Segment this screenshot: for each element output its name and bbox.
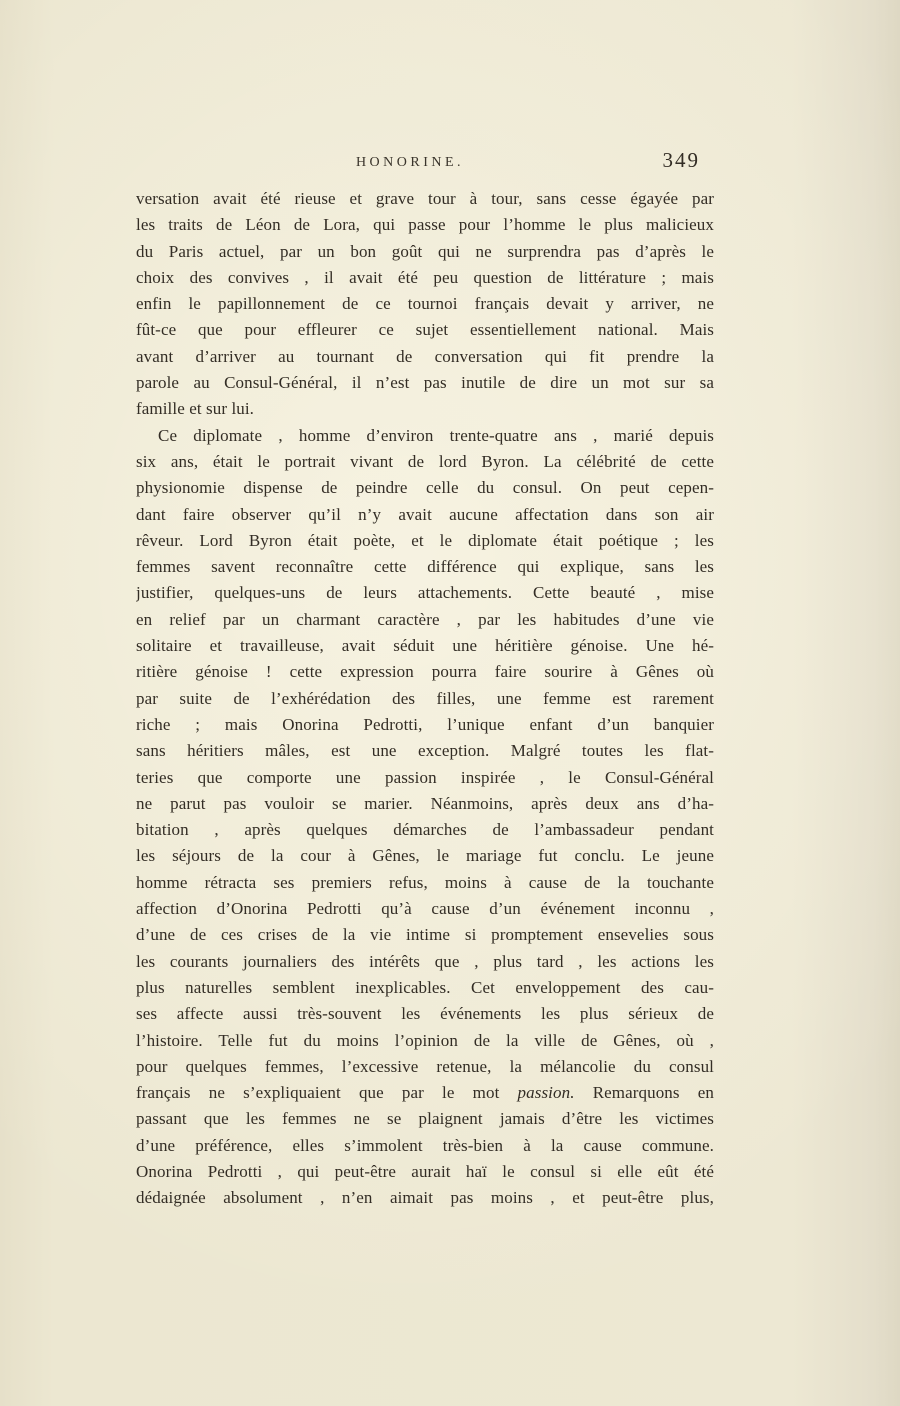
text-line: pour quelques femmes, l’excessive retenue, la mélancolie du consul: [136, 1056, 714, 1076]
text-line: dédaignée absolument , n’en aimait pas moins , et peut-être plus,: [136, 1188, 714, 1208]
text-line: d’une préférence, elles s’immolent très-bien à la cause commune.: [136, 1135, 714, 1155]
text-line: sans héritiers mâles, est une exception. Malgré toutes les flat-: [136, 741, 714, 761]
text-line: Ce diplomate , homme d’environ trente-quatre ans , marié depuis: [158, 425, 714, 445]
text-line: solitaire et travailleuse, avait séduit une héritière génoise. Une hé-: [136, 636, 714, 656]
text-line: rêveur. Lord Byron était poète, et le diplomate était poétique ; les: [136, 530, 714, 550]
text-line: les séjours de la cour à Gênes, le mariage fut conclu. Le jeune: [136, 846, 714, 866]
text-line: Onorina Pedrotti , qui peut-être aurait haï le consul si elle eût été: [136, 1161, 714, 1181]
text-line: les courants journaliers des intérêts que , plus tard , les actions les: [136, 951, 714, 971]
text-line: d’une de ces crises de la vie intime si promptement ensevelies sous: [136, 925, 714, 945]
text-line: l’histoire. Telle fut du moins l’opinion de la ville de Gênes, où ,: [136, 1030, 714, 1050]
text-line: affection d’Onorina Pedrotti qu’à cause d’un événement inconnu ,: [136, 899, 714, 919]
text-line: justifier, quelques-uns de leurs attachements. Cette beauté , mise: [136, 583, 714, 603]
running-title: HONORINE.: [355, 155, 465, 170]
text-line: fût-ce que pour effleurer ce sujet essentiellement national. Mais: [136, 320, 714, 340]
text-line: six ans, était le portrait vivant de lord Byron. La célébrité de cette: [136, 451, 714, 471]
text-line: parole au Consul-Général, il n’est pas inutile de dire un mot sur sa: [136, 373, 714, 393]
text-line: versation avait été rieuse et grave tour à tour, sans cesse égayée par: [136, 189, 714, 208]
text-line: homme rétracta ses premiers refus, moins à cause de la touchante: [136, 872, 714, 892]
text-line: du Paris actuel, par un bon goût qui ne surprendra pas d’après le: [136, 241, 714, 261]
body-text: [136, 186, 714, 1212]
text-line: plus naturelles semblent inexplicables. Cet enveloppement des cau-: [136, 977, 714, 997]
text-line: en relief par un charmant caractère , par les habitudes d’une vie: [136, 609, 714, 629]
text-line: ne parut pas vouloir se marier. Néanmoins, après deux ans d’ha-: [136, 793, 714, 813]
text-block: [136, 148, 714, 1212]
page-number: 349: [662, 148, 700, 172]
text-line: femmes savent reconnaître cette différence qui explique, sans les: [136, 557, 714, 577]
text-line: teries que comporte une passion inspirée , le Consul-Général: [136, 767, 714, 787]
text-line: par suite de l’exhérédation des filles, une femme est rarement: [136, 688, 714, 708]
text-line: physionomie dispense de peindre celle du consul. On peut cepen-: [136, 478, 714, 498]
text-line: les traits de Léon de Lora, qui passe pour l’homme le plus malicieux: [136, 215, 714, 235]
text-line: riche ; mais Onorina Pedrotti, l’unique enfant d’un banquier: [136, 714, 714, 734]
text-line: enfin le papillonnement de ce tournoi français devait y arriver, ne: [136, 294, 714, 314]
text-line: avant d’arriver au tournant de conversation qui fit prendre la: [136, 346, 714, 366]
text-line: passant que les femmes ne se plaignent jamais d’être les victimes: [136, 1109, 714, 1129]
page-header: [136, 148, 714, 177]
text-line: bitation , après quelques démarches de l’ambassadeur pendant: [136, 820, 714, 840]
text-line: ritière génoise ! cette expression pourra faire sourire à Gênes où: [136, 662, 714, 682]
text-line: ses affecte aussi très-souvent les événements les plus sérieux de: [136, 1004, 714, 1024]
text-line: français ne s’expliquaient que par le mot passion. Remarquons en: [136, 1083, 714, 1103]
text-line: dant faire observer qu’il n’y avait aucune affectation dans son air: [136, 504, 714, 524]
text-line: famille et sur lui.: [136, 399, 255, 419]
text-line: choix des convives , il avait été peu question de littérature ; mais: [136, 267, 714, 287]
